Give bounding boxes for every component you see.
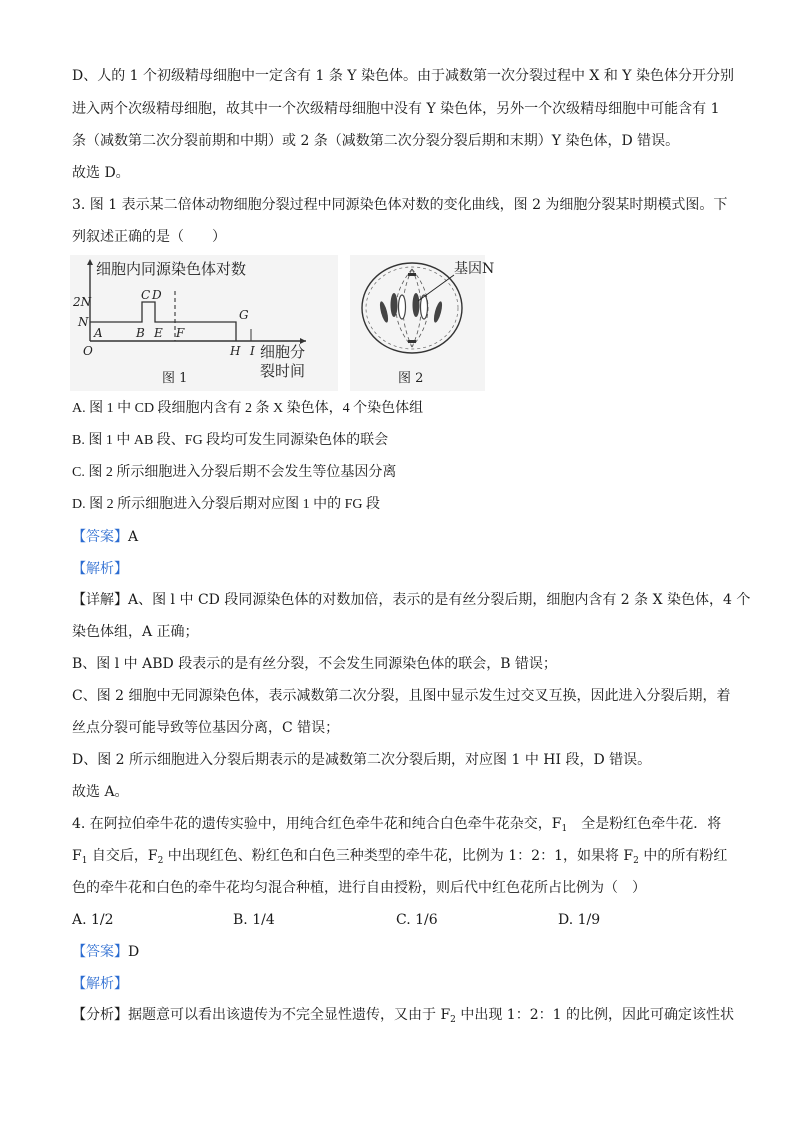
q4-analysis-tag: 【解析】 [72, 976, 128, 992]
q3-detail-line: C、图 2 细胞中无同源染色体，表示减数第二次分裂，且图中显示发生过交叉互换，因此进入分裂后期，着 [72, 688, 731, 704]
answer-value: D [128, 944, 140, 960]
point-c: C [141, 288, 151, 302]
y-tick-n: N [78, 315, 89, 329]
figure-1-caption: 图 1 [162, 371, 188, 386]
point-e: E [154, 326, 163, 340]
q4-analysis-line [72, 1005, 734, 1030]
text-line: 进入两个次级精母细胞，故其中一个次级精母细胞中没有 Y 染色体，另外一个次级精母细胞中可能含有 1 [72, 101, 720, 117]
text-span: 【分析】据题意可以看出该遗传为不完全显性遗传，又由于 F [72, 1007, 451, 1023]
text-span: 中出现红色、粉红色和白色三种类型的牵牛花，比例为 1：2：1，如果将 F [163, 848, 634, 864]
q3-detail-line: 丝点分裂可能导致等位基因分离，C 错误； [72, 720, 340, 736]
x-axis-label-1: 细胞分 [260, 343, 306, 361]
q3-option-d: D. 图 2 所示细胞进入分裂后期对应图 1 中的 FG 段 [72, 497, 381, 512]
origin-label: O [83, 344, 93, 358]
q3-option-b: B. 图 1 中 AB 段、FG 段均可发生同源染色体的联会 [72, 433, 389, 448]
subscript: 1 [81, 856, 88, 866]
answer-tag: 【答案】 [72, 529, 128, 545]
answer-value: A [128, 529, 139, 545]
q4-option-a: A. 1/2 [72, 912, 114, 928]
q3-option-c: C. 图 2 所示细胞进入分裂后期不会发生等位基因分离 [72, 465, 397, 480]
q3-detail-line: 染色体组，A 正确； [72, 624, 199, 640]
point-g: G [239, 308, 249, 322]
q4-option-b: B. 1/4 [233, 912, 275, 928]
text-span: 全是粉红色牵牛花．将 [567, 816, 722, 832]
subscript: 2 [157, 856, 164, 866]
q4-option-c: C. 1/6 [396, 912, 438, 928]
point-f: F [176, 326, 185, 340]
text-line: 条（减数第二次分裂前期和中期）或 2 条（减数第二次分裂分裂后期和末期）Y 染色体，D 错误。 [72, 133, 680, 149]
q4-stem-line-2 [72, 846, 727, 871]
figure-2-cell-diagram [350, 255, 495, 391]
point-b: B [136, 326, 145, 340]
q3-analysis-tag: 【解析】 [72, 561, 128, 577]
subscript: 2 [450, 1015, 456, 1025]
text-span: 中的所有粉红 [638, 848, 728, 864]
q3-stem-line: 列叙述正确的是（ ） [72, 229, 226, 245]
text-span: F [72, 848, 82, 864]
q3-detail-line: 【详解】A、图 l 中 CD 段同源染色体的对数加倍，表示的是有丝分裂后期，细胞内含有 2 条 X 染色体，4 个 [72, 592, 751, 608]
text-span: 自交后，F [87, 848, 158, 864]
answer-tag: 【答案】 [72, 944, 128, 960]
q4-stem-line-3: 色的牵牛花和白色的牵牛花均匀混合种植，进行自由授粉，则后代中红色花所占比例为（ ） [72, 880, 646, 896]
q3-answer [72, 527, 138, 547]
q3-conclusion: 故选 A。 [72, 784, 129, 800]
x-axis-label-2: 裂时间 [260, 362, 306, 380]
y-tick-2n: 2N [73, 295, 92, 309]
subscript: 1 [561, 824, 568, 834]
point-h: H [230, 344, 241, 358]
gene-n-label: 基因N [454, 261, 495, 277]
q3-detail-line: D、图 2 所示细胞进入分裂后期表示的是减数第二次分裂后期，对应图 1 中 HI 段，D 错误。 [72, 752, 652, 768]
subscript: 2 [633, 856, 639, 866]
point-a: A [94, 326, 103, 340]
q2-conclusion: 故选 D。 [72, 165, 130, 181]
figure-1-title: 细胞内同源染色体对数 [96, 260, 247, 278]
q4-stem-line-1 [72, 814, 721, 839]
figure-2-caption: 图 2 [398, 371, 424, 386]
q4-answer [72, 942, 139, 962]
q3-stem-line: 3. 图 1 表示某二倍体动物细胞分裂过程中同源染色体对数的变化曲线，图 2 为细胞分裂某时期模式图。下 [72, 197, 728, 213]
figure-1-graph [70, 255, 338, 391]
text-span: 4. 在阿拉伯牵牛花的遗传实验中，用纯合红色牵牛花和纯合白色牵牛花杂交，F [72, 816, 562, 832]
point-d: D [152, 288, 162, 302]
text-span: 中出现 1：2：1 的比例，因此可确定该性状 [455, 1007, 734, 1023]
text-line: D、人的 1 个初级精母细胞中一定含有 1 条 Y 染色体。由于减数第一次分裂过程中 X 和 Y 染色体分开分别 [72, 68, 734, 84]
q3-option-a: A. 图 1 中 CD 段细胞内含有 2 条 X 染色体，4 个染色体组 [72, 401, 424, 416]
q4-option-d: D. 1/9 [558, 912, 601, 928]
q3-detail-line: B、图 l 中 ABD 段表示的是有丝分裂，不会发生同源染色体的联会，B 错误； [72, 656, 557, 672]
point-i: I [250, 344, 255, 358]
